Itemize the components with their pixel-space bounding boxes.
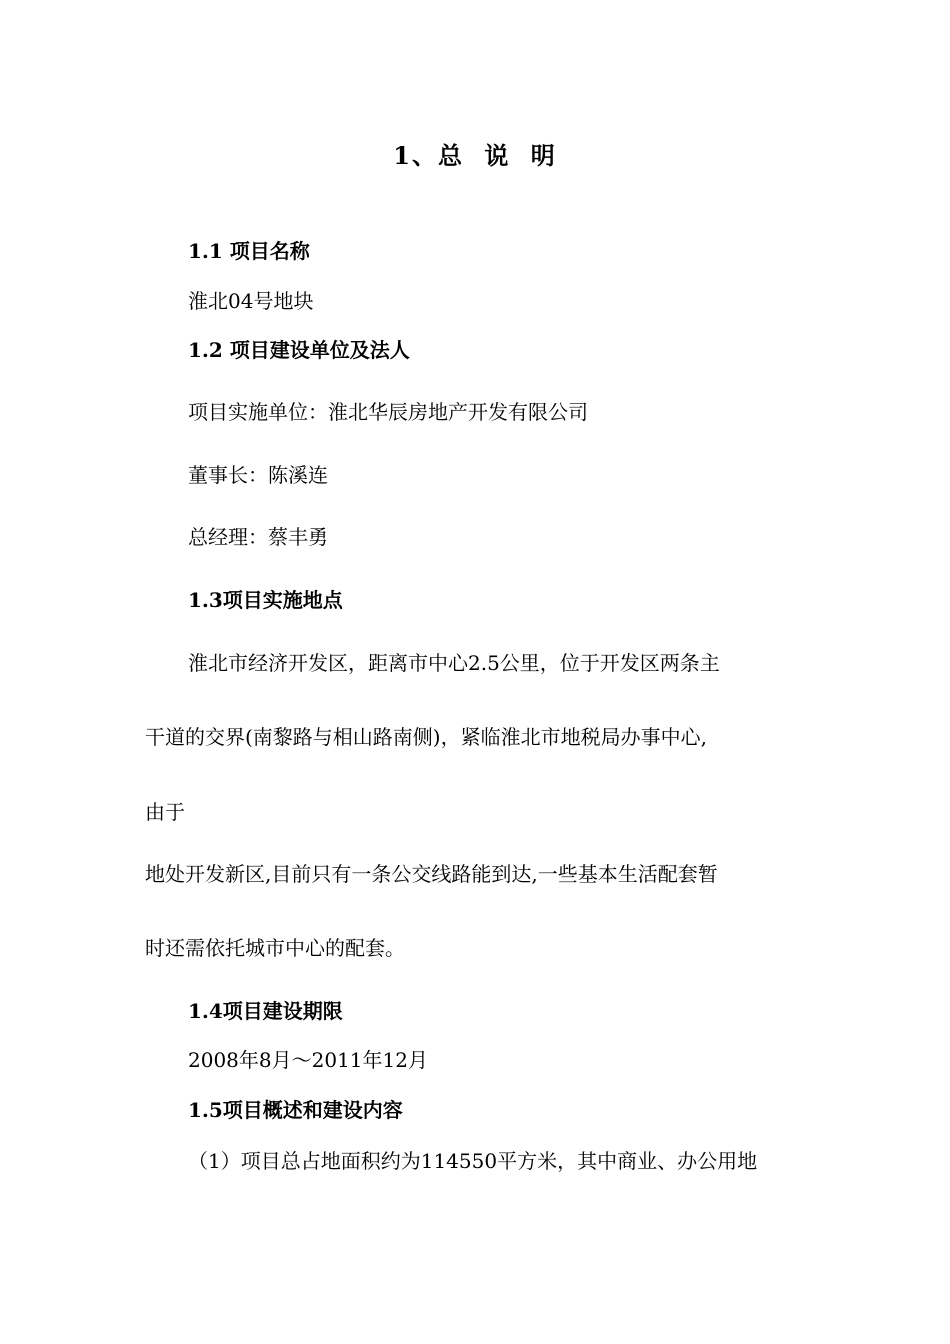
section-1-4-heading: 1.4项目建设期限 bbox=[188, 999, 343, 1023]
chairman: 董事长：陈溪连 bbox=[188, 463, 328, 487]
location-paragraph-line: 干道的交界(南黎路与相山路南侧)，紧临淮北市地税局办事中心, bbox=[145, 725, 707, 749]
section-1-2-heading: 1.2 项目建设单位及法人 bbox=[188, 338, 410, 362]
section-1-5-heading: 1.5项目概述和建设内容 bbox=[188, 1098, 403, 1122]
page-title: 1、总 说 明 bbox=[393, 141, 557, 170]
location-paragraph-line: 地处开发新区,目前只有一条公交线路能到达,一些基本生活配套暂 bbox=[145, 862, 718, 886]
construction-period: 2008年8月～2011年12月 bbox=[188, 1048, 428, 1072]
project-name: 淮北04号地块 bbox=[188, 289, 314, 313]
overview-paragraph-line: （1）项目总占地面积约为114550平方米，其中商业、办公用地 bbox=[188, 1149, 758, 1173]
location-paragraph-line: 淮北市经济开发区，距离市中心2.5公里，位于开发区两条主 bbox=[188, 651, 720, 675]
implementing-unit: 项目实施单位：淮北华辰房地产开发有限公司 bbox=[188, 400, 588, 424]
location-paragraph-line: 由于 bbox=[145, 800, 185, 824]
general-manager: 总经理：蔡丰勇 bbox=[188, 525, 328, 549]
section-1-3-heading: 1.3项目实施地点 bbox=[188, 588, 343, 612]
section-1-1-heading: 1.1 项目名称 bbox=[188, 239, 310, 263]
location-paragraph-line: 时还需依托城市中心的配套。 bbox=[145, 936, 405, 960]
